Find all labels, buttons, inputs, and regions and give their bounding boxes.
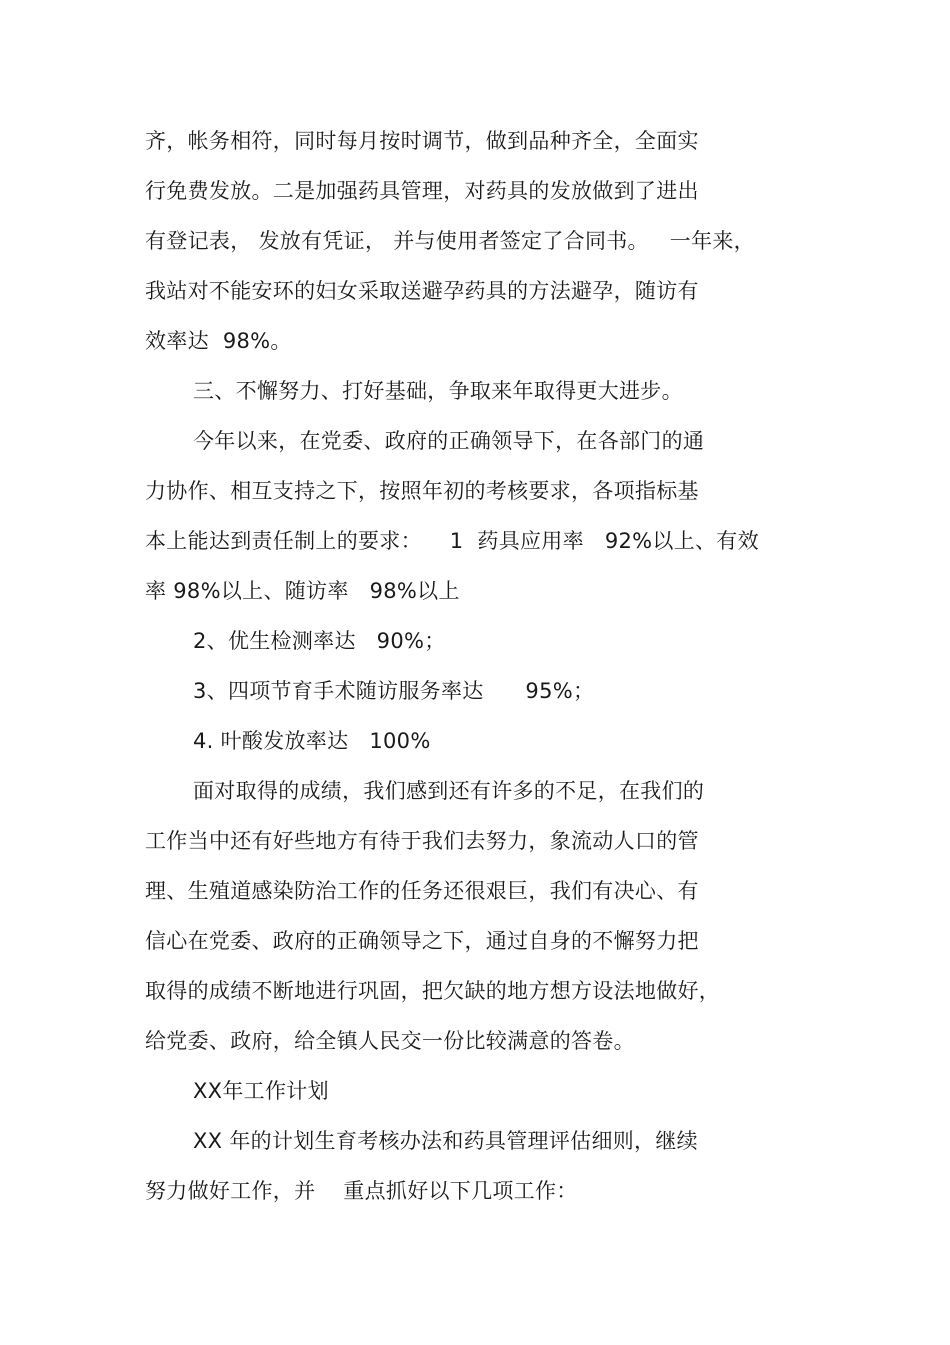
section-heading: XX年工作计划 xyxy=(193,1079,329,1103)
paragraph-line: 努力做好工作，并 重点抓好以下几项工作： xyxy=(145,1179,578,1203)
paragraph-line: XX 年的计划生育考核办法和药具管理评估细则，继续 xyxy=(193,1129,698,1153)
paragraph-line: 齐，帐务相符，同时每月按时调节，做到品种齐全，全面实 xyxy=(145,129,699,153)
paragraph-line: 效率达 98%。 xyxy=(145,329,292,353)
paragraph-line: 面对取得的成绩，我们感到还有许多的不足，在我们的 xyxy=(193,779,705,803)
list-item: 4. 叶酸发放率达 100% xyxy=(193,729,431,753)
paragraph-line: 本上能达到责任制上的要求： 1 药具应用率 92%以上、有效 xyxy=(145,529,759,553)
section-heading: 三、不懈努力、打好基础，争取来年取得更大进步。 xyxy=(193,379,683,403)
list-item: 3、四项节育手术随访服务率达 95%； xyxy=(193,679,595,703)
paragraph-line: 力协作、相互支持之下，按照年初的考核要求，各项指标基 xyxy=(145,479,699,503)
paragraph-line: 理、生殖道感染防治工作的任务还很艰巨，我们有决心、有 xyxy=(145,879,699,903)
paragraph-line: 给党委、政府，给全镇人民交一份比较满意的答卷。 xyxy=(145,1029,635,1053)
paragraph-line: 行免费发放。二是加强药具管理，对药具的发放做到了进出 xyxy=(145,179,699,203)
paragraph-line: 有登记表， 发放有凭证， 并与使用者签定了合同书。 一年来， xyxy=(145,229,755,253)
list-item: 2、优生检测率达 90%； xyxy=(193,629,446,653)
paragraph-line: 今年以来，在党委、政府的正确领导下，在各部门的通 xyxy=(193,429,705,453)
paragraph-line: 工作当中还有好些地方有待于我们去努力，象流动人口的管 xyxy=(145,829,699,853)
paragraph-line: 我站对不能安环的妇女采取送避孕药具的方法避孕，随访有 xyxy=(145,279,699,303)
paragraph-line: 取得的成绩不断地进行巩固，把欠缺的地方想方设法地做好， xyxy=(145,979,721,1003)
paragraph-line: 信心在党委、政府的正确领导之下，通过自身的不懈努力把 xyxy=(145,929,699,953)
paragraph-line: 率 98%以上、随访率 98%以上 xyxy=(145,579,460,603)
